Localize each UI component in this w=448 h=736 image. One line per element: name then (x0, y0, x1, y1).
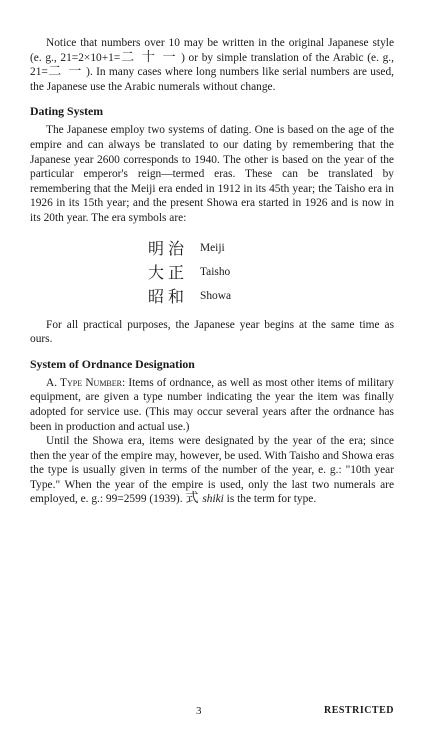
page-footer (0, 705, 448, 719)
dating-paragraph: The Japanese employ two systems of dating. One is based on the age of the empire and can always be translated to our dating by remembering that the Japanese year 2600 corresponds to 1940. The other is based on the year of the particular emperor's reign—termed eras. These can be translated by remembering that the Meiji era ended in 1912 in its 45th year; the Taisho era in 1926 in its 15th year; and the present Showa era started in 1926 and is now in its 20th year. The era symbols are: (30, 124, 394, 224)
ordnance-designation-heading: System of Ordnance Designation (30, 356, 195, 371)
era-symbols-list (148, 236, 394, 308)
era-kanji: 明治 (148, 239, 189, 259)
restricted-marking: RESTRICTED (323, 705, 394, 716)
era-kanji: 大正 (148, 263, 189, 283)
kanji-shiki: 式 (185, 491, 200, 507)
era-row-meiji (148, 236, 394, 260)
intro-text-3: ). In many cases where long numbers like serial numbers are used, the Japanese use the Arabic numerals without change. (30, 66, 394, 93)
era-row-showa (148, 284, 394, 308)
dating-system-heading: Dating System (30, 104, 104, 119)
type-number-text: Items of ordnance, as well as most other items of military equipment, are given a type number indicating the year the item was finally adopted for service use. (This may occur several years after the ordnance has been in production and actual use.) (30, 376, 394, 433)
japanese-year-paragraph: For all practical purposes, the Japanese year begins at the same time as ours. (30, 318, 394, 346)
type-number-paragraph (30, 376, 394, 434)
kanji-twenty-one-long: 二 十 一 (120, 49, 178, 65)
intro-text-2: ) or by simple translation of the Arabic (e. g., 21= (30, 51, 395, 79)
intro-text-1: Notice that numbers over 10 may be written in the original Japanese style (e. g., 21=2×10+1= (30, 37, 394, 64)
era-kanji: 昭和 (148, 287, 189, 307)
era-name: Meiji (200, 241, 225, 254)
shiki-text: is the term for type. (223, 493, 317, 506)
era-name: Taisho (200, 265, 231, 278)
showa-era-text: Until the Showa era, items were designated by the year of the era; since then the year of the empire may, however, be used. With Taisho and Showa eras the type is usually given in terms of the number of the year, e. g.: "10th year Type." When the year of the empire is used, only the last two numerals are employed, e. g.: 99=2599 (1939). (30, 435, 394, 506)
showa-era-paragraph (30, 434, 394, 507)
type-number-label: A. Type Number: (46, 376, 126, 389)
page-number: 3 (196, 705, 202, 717)
kanji-twenty-one-short: 二 一 (47, 64, 83, 80)
intro-paragraph (30, 36, 394, 94)
shiki-word: shiki (202, 493, 224, 506)
era-row-taisho (148, 260, 394, 284)
era-name: Showa (200, 289, 232, 302)
